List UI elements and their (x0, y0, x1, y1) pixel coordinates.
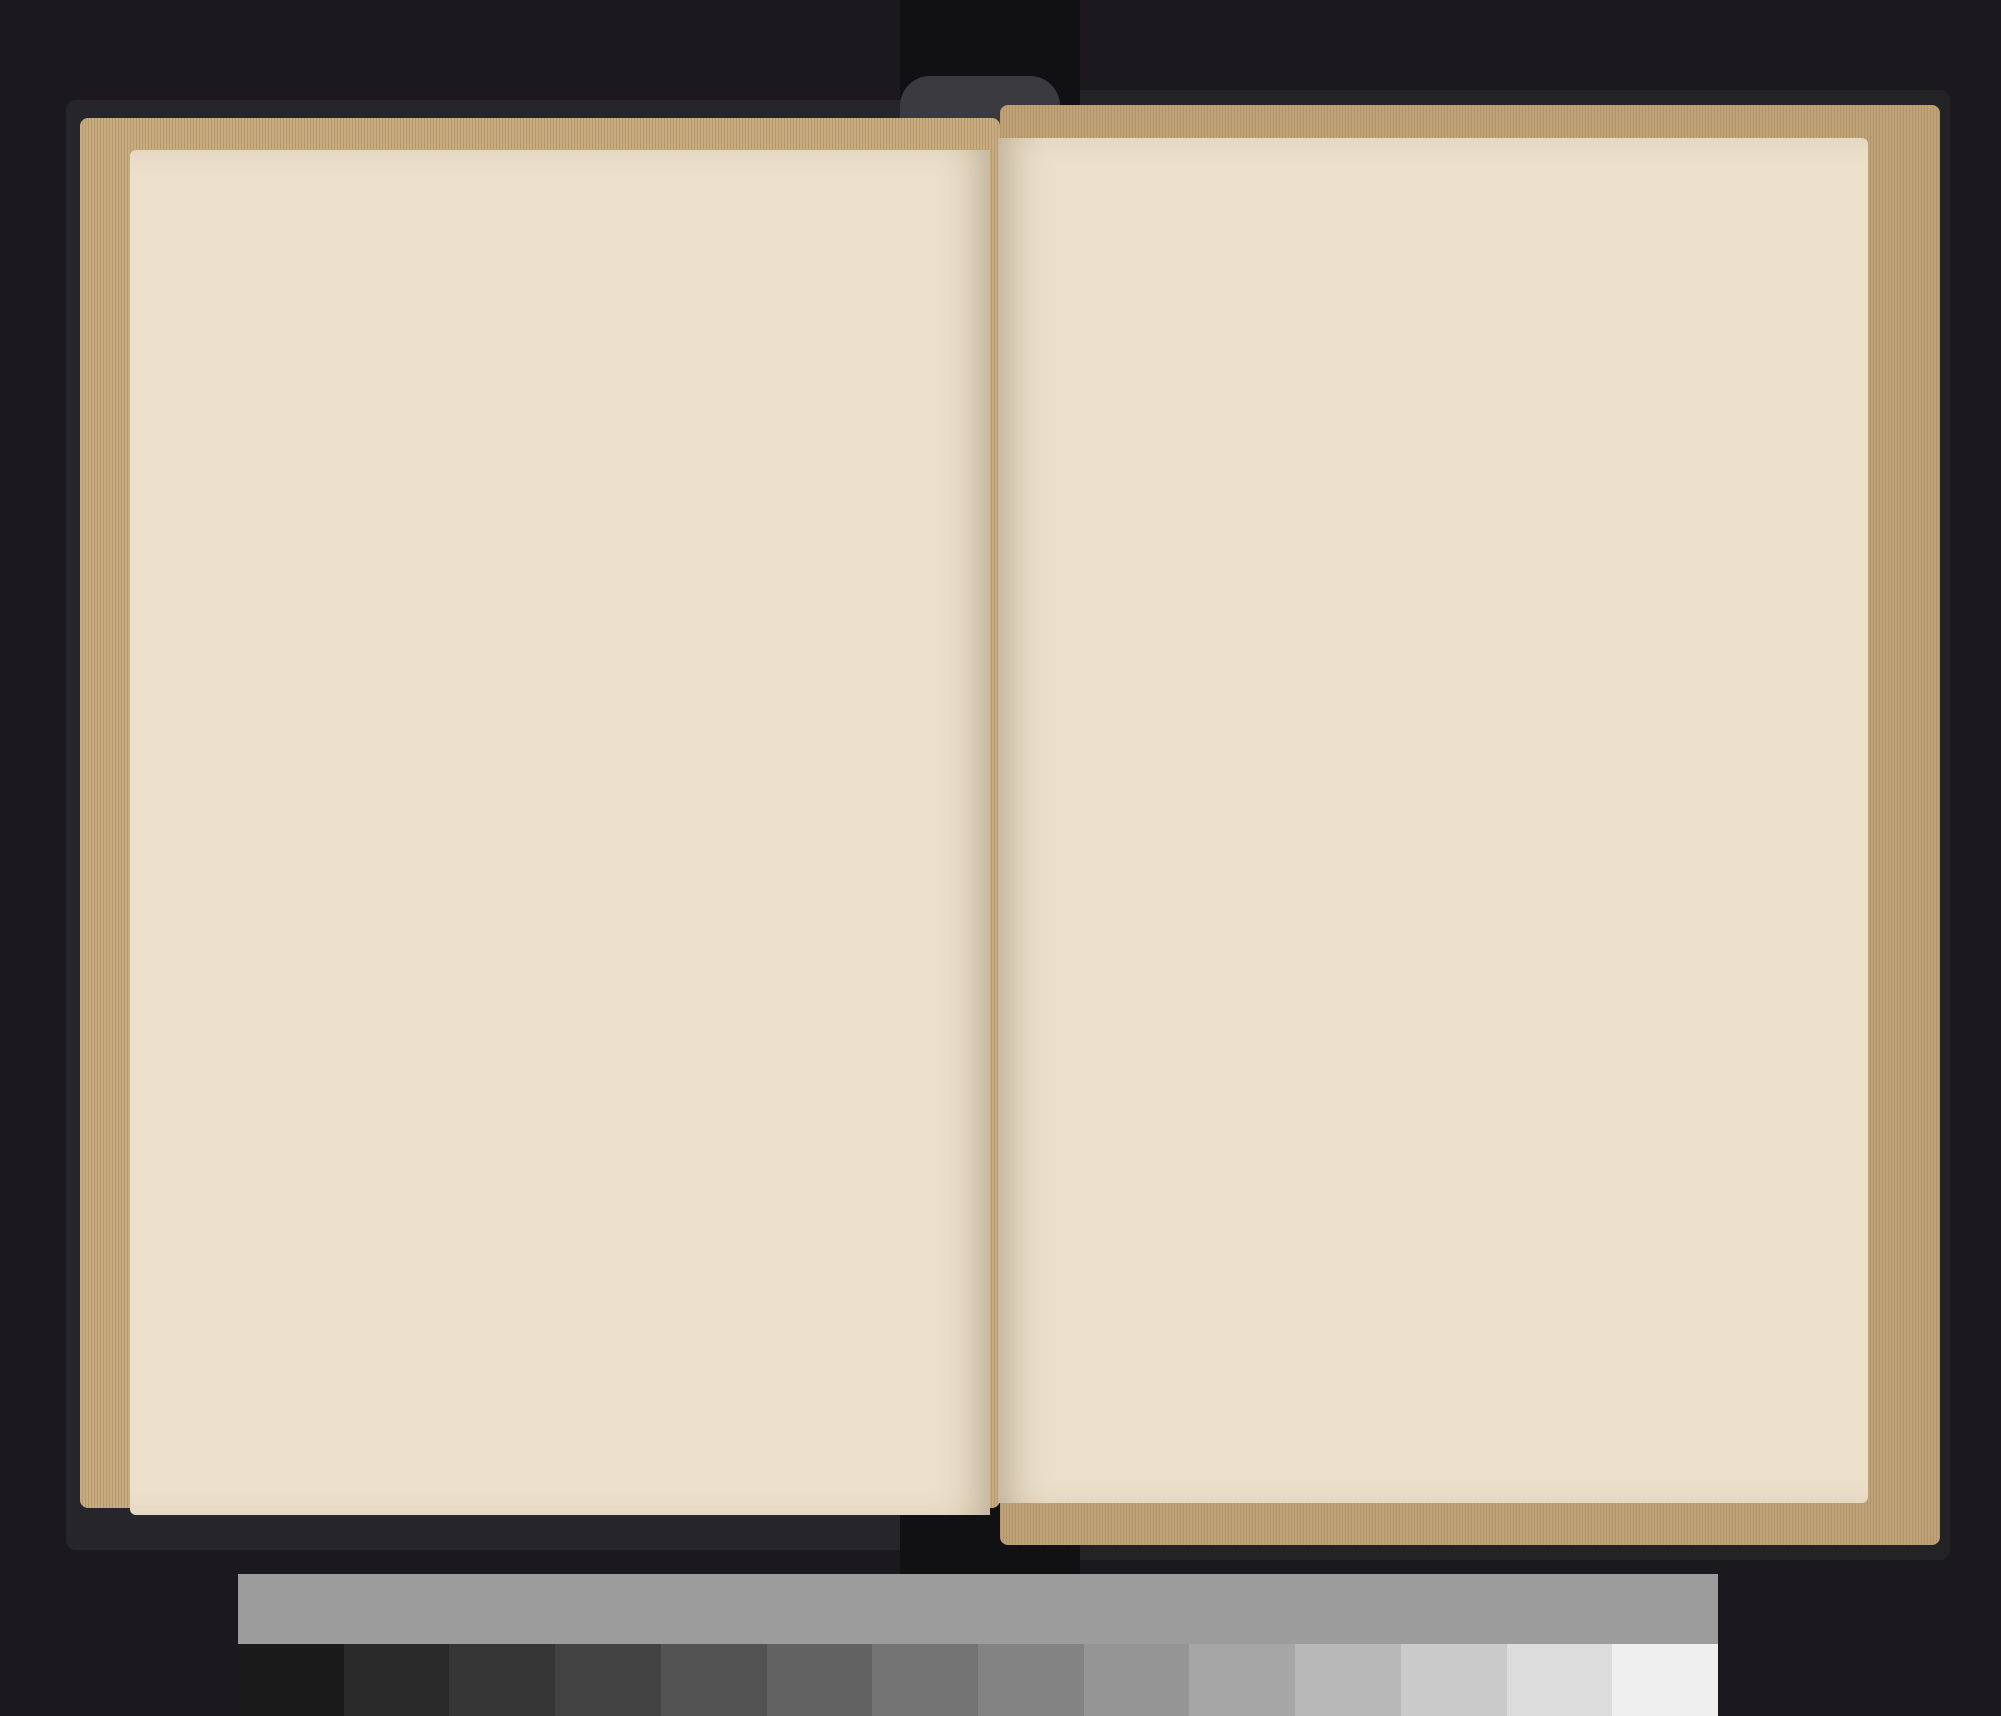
footnote (1108, 845, 1738, 855)
scale-ruler (238, 1574, 1718, 1716)
right-page (998, 138, 1868, 1503)
left-page-text (273, 330, 903, 346)
left-page (130, 150, 990, 1515)
ruler-scale (238, 1574, 1718, 1644)
grayscale-steps (238, 1644, 1718, 1716)
